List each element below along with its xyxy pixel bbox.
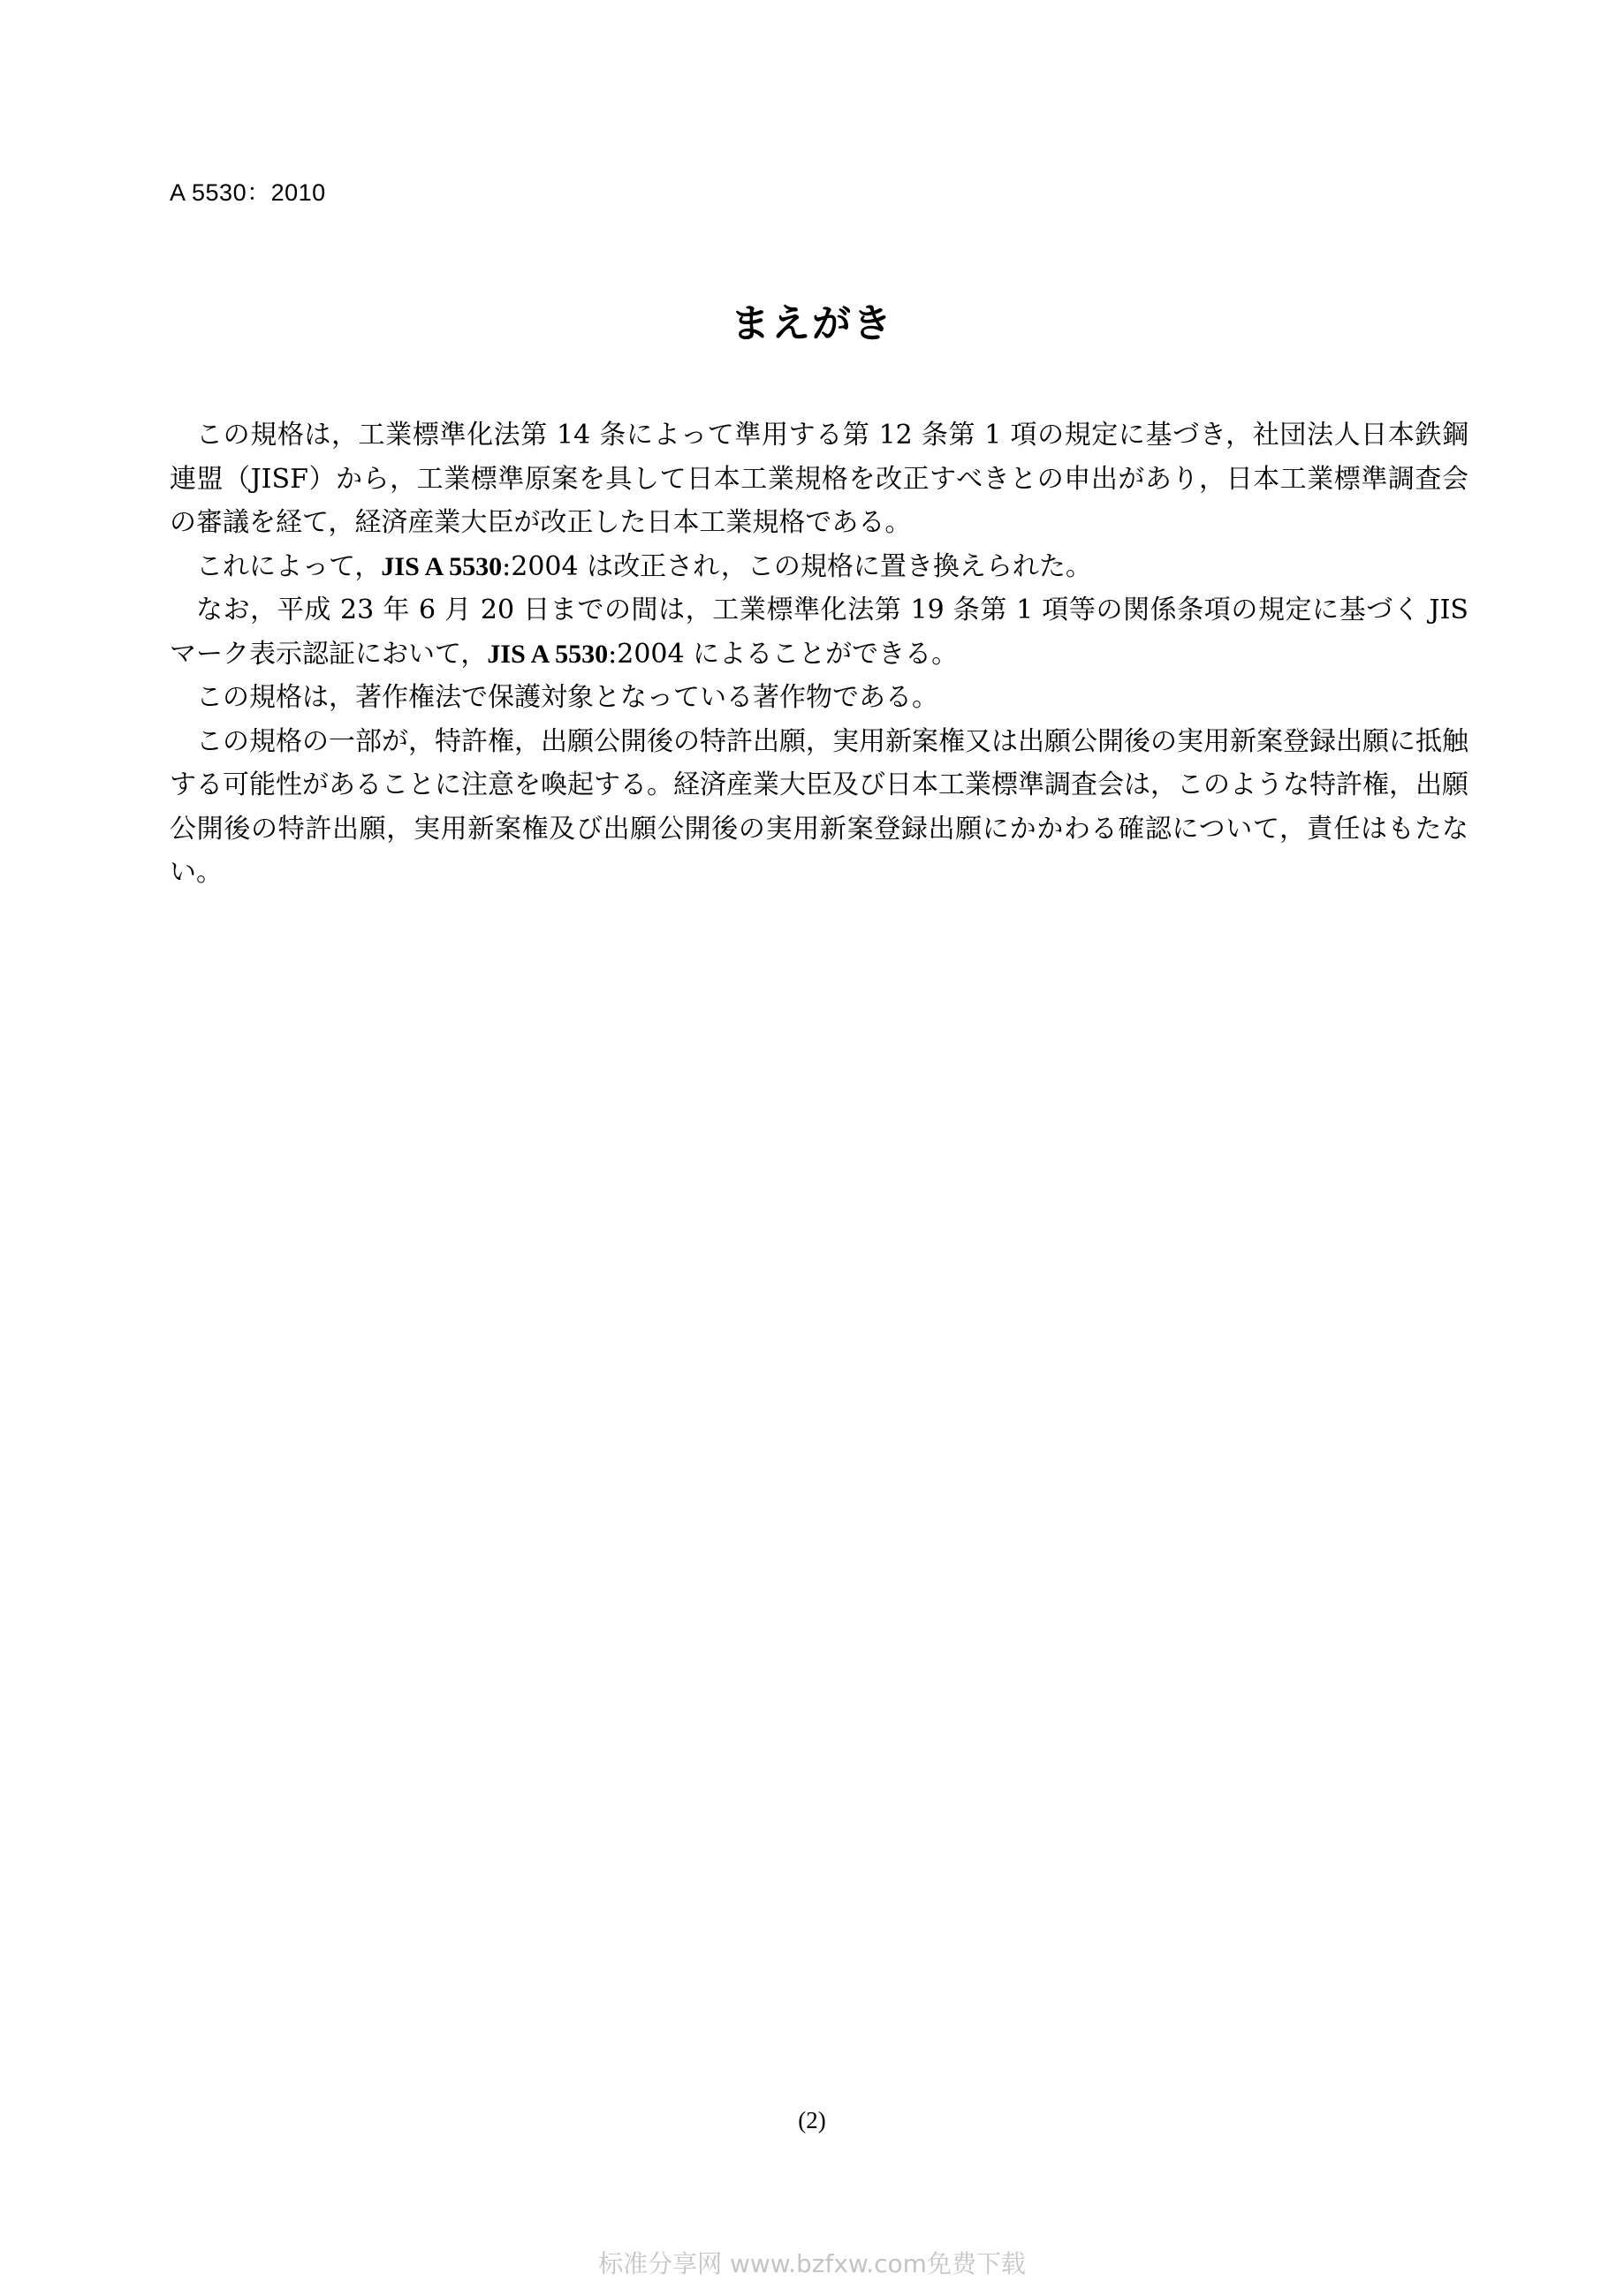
paragraph-text: この規格の一部が，特許権，出願公開後の特許出願，実用新案権又は出願公開後の実用新案登録出願に抵触する可能性があることに注意を喚起する。経済産業大臣及び日本工業標準調査会は，このような特許権，出願公開後の特許出願，実用新案権及び出願公開後の実用新案登録出願にかかわる確認について，責任はもたない。 bbox=[170, 725, 1468, 888]
paragraph-text: :2004 は改正され，この規格に置き換えられた。 bbox=[502, 550, 1092, 582]
jis-code: JIS A 5530 bbox=[487, 639, 609, 669]
page-number: (2) bbox=[798, 2107, 826, 2133]
paragraph-text: :2004 によることができる。 bbox=[608, 638, 959, 670]
paragraph-1 bbox=[170, 413, 1468, 545]
paragraph-4 bbox=[170, 676, 1468, 720]
paragraph-text: これによって， bbox=[196, 550, 382, 582]
paragraph-3 bbox=[170, 588, 1468, 676]
paragraph-5 bbox=[170, 720, 1468, 895]
page-title: まえがき bbox=[731, 301, 893, 346]
paragraph-text: この規格は，工業標準化法第 14 条によって準用する第 12 条第 1 項の規定に基づき，社団法人日本鉄鋼連盟（JISF）から，工業標準原案を具して日本工業規格を改正すべきとの申出があり，日本工業標準調査会の審議を経て，経済産業大臣が改正した日本工業規格である。 bbox=[170, 420, 1468, 538]
paragraph-2 bbox=[170, 545, 1468, 589]
standard-code: A 5530：2010 bbox=[170, 179, 326, 206]
jis-code: JIS A 5530 bbox=[381, 551, 503, 581]
watermark-text: 标准分享网 www.bzfxw.com免费下载 bbox=[598, 2249, 1026, 2278]
paragraph-text: この規格は，著作権法で保護対象となっている著作物である。 bbox=[196, 682, 938, 713]
paragraph-text: なお，平成 23 年 6 月 20 日までの間は，工業標準化法第 19 条第 1 項等の関係条項の規定に基づく JIS マーク表示認証において， bbox=[170, 595, 1468, 670]
foreword-body bbox=[170, 413, 1468, 895]
